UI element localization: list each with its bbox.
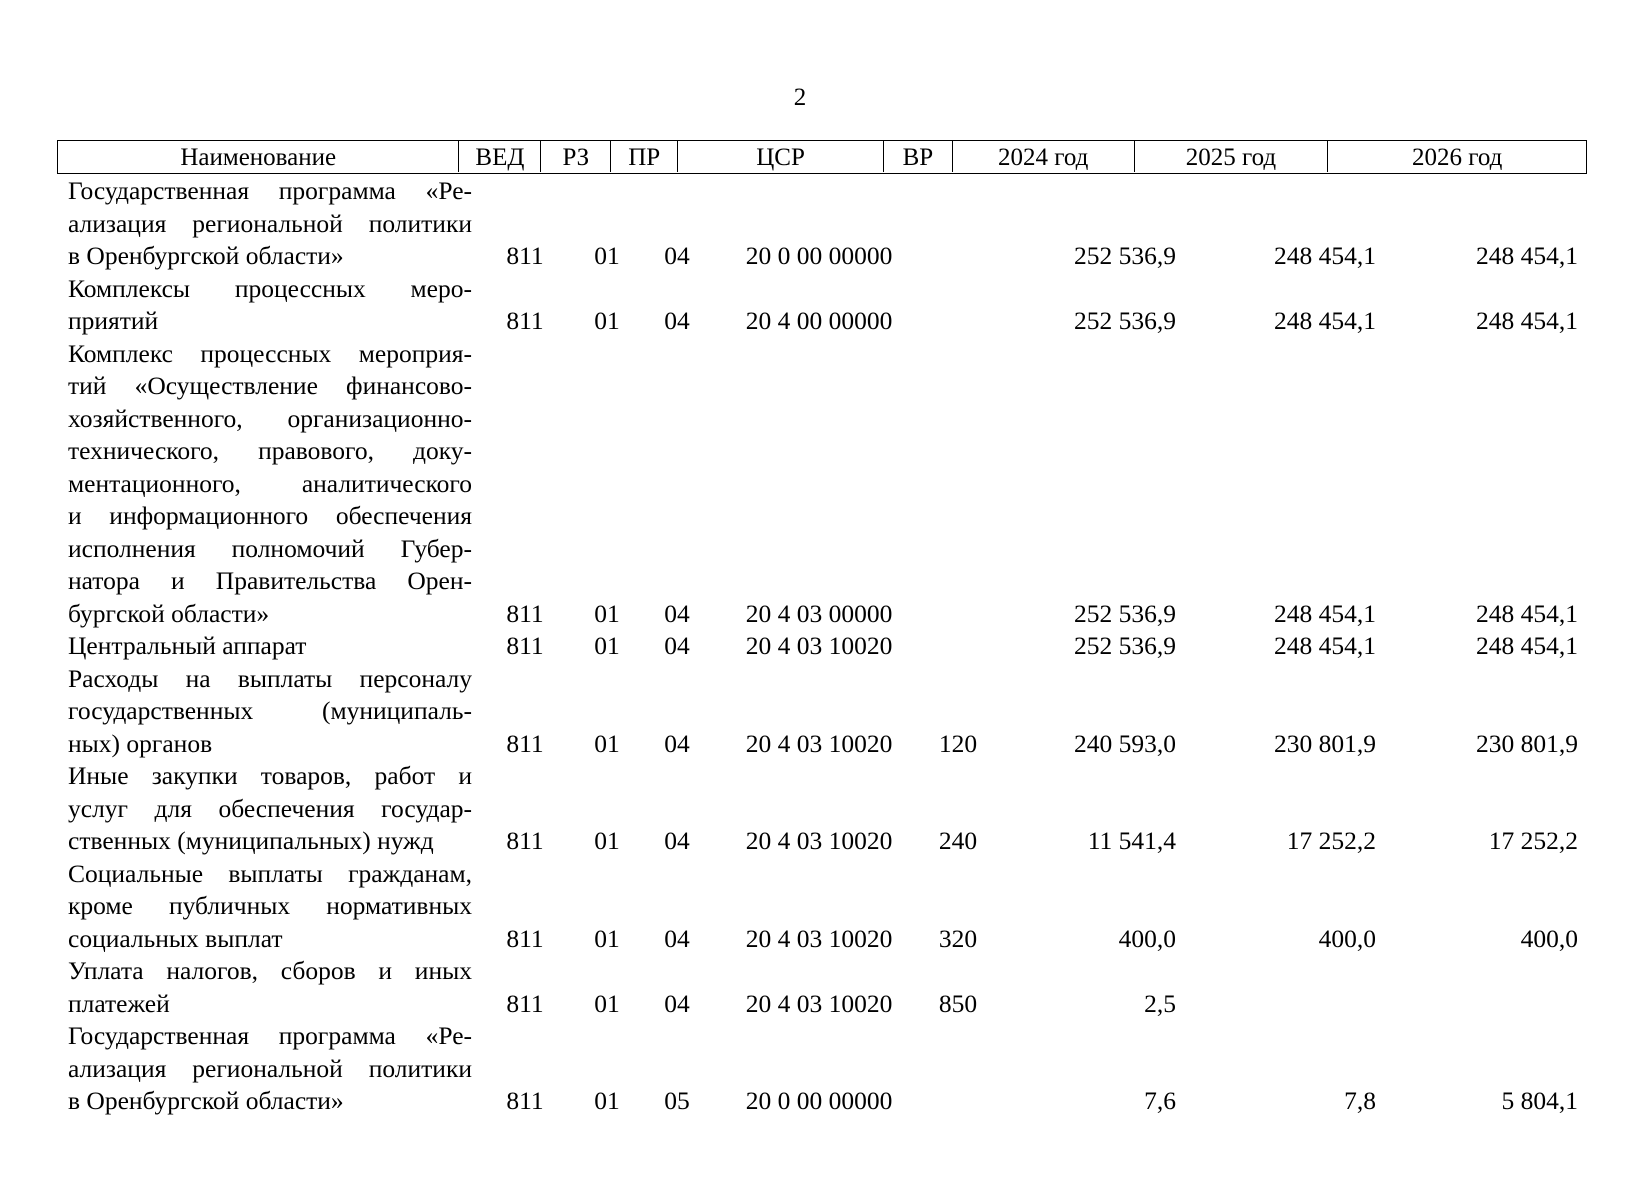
row-name <box>68 630 472 663</box>
header-csr: ЦСР <box>678 141 884 172</box>
row-name-line: Уплата налогов, сборов и иных <box>68 956 472 985</box>
row-name-line: натора и Правительства Орен- <box>68 566 472 595</box>
header-2026: 2026 год <box>1411 144 1503 171</box>
amount-2026: 17 252,2 <box>1488 826 1578 855</box>
subsection-code: 04 <box>664 241 690 270</box>
amount-2024: 252 536,9 <box>1074 241 1176 270</box>
ved-code: 811 <box>506 728 544 758</box>
table-row <box>0 858 1646 956</box>
table-row <box>0 760 1646 858</box>
target-article-code: 20 4 03 10020 <box>745 631 893 660</box>
row-name-line: ализация региональной политики <box>68 1053 472 1083</box>
subsection-code: 04 <box>664 988 690 1018</box>
target-article-code: 20 4 03 00000 <box>745 598 893 628</box>
table-header <box>57 140 1587 174</box>
amount-2026: 248 454,1 <box>1476 598 1578 628</box>
target-article-code: 20 4 03 10020 <box>745 988 893 1018</box>
row-name-line: ных) органов <box>68 728 213 758</box>
row-name-line: в Оренбургской области» <box>68 241 344 270</box>
header-name: Наименование <box>58 141 459 172</box>
header-ved: ВЕД <box>459 141 541 172</box>
ved-code: 811 <box>506 306 544 335</box>
row-name-line: ментационного, аналитического <box>68 468 472 498</box>
ved-code: 811 <box>506 598 544 628</box>
section-code: 01 <box>594 306 620 335</box>
amount-2026: 248 454,1 <box>1476 306 1578 335</box>
table-row <box>0 663 1646 761</box>
row-name <box>68 760 472 858</box>
row-name-line: и информационного обеспечения <box>68 501 472 530</box>
table-row <box>0 338 1646 631</box>
target-article-code: 20 4 03 10020 <box>745 826 893 855</box>
amount-2026: 5 804,1 <box>1501 1086 1578 1115</box>
header-2025: 2025 год <box>1135 141 1329 172</box>
header-vr: ВР <box>884 141 953 172</box>
amount-2026: 400,0 <box>1520 923 1578 953</box>
ved-code: 811 <box>506 988 544 1018</box>
table-row <box>0 273 1646 338</box>
row-name <box>68 663 472 761</box>
amount-2024: 11 541,4 <box>1087 826 1176 855</box>
ved-code: 811 <box>506 826 544 855</box>
row-name-line: хозяйственного, организационно- <box>68 403 472 433</box>
row-name-line: ственных (муниципальных) нужд <box>68 826 434 855</box>
expense-type-code: 120 <box>938 728 978 758</box>
amount-2025: 248 454,1 <box>1274 598 1376 628</box>
subsection-code: 04 <box>664 631 690 660</box>
section-code: 01 <box>594 631 620 660</box>
row-name-line: тий «Осуществление финансово- <box>68 371 472 400</box>
target-article-code: 20 4 03 10020 <box>745 923 893 953</box>
header-2024: 2024 год <box>953 141 1135 172</box>
subsection-code: 04 <box>664 728 690 758</box>
row-name-line: Комплекс процессных мероприя- <box>68 338 472 368</box>
row-name-line: приятий <box>68 306 159 335</box>
subsection-code: 04 <box>664 923 690 953</box>
table-row <box>0 955 1646 1020</box>
row-name-line: исполнения полномочий Губер- <box>68 533 472 563</box>
subsection-code: 04 <box>664 826 690 855</box>
subsection-code: 05 <box>664 1086 690 1115</box>
section-code: 01 <box>594 241 620 270</box>
target-article-code: 20 0 00 00000 <box>745 241 893 270</box>
section-code: 01 <box>594 728 620 758</box>
row-name-line: государственных (муниципаль- <box>68 696 472 725</box>
row-name-line: платежей <box>68 988 170 1018</box>
row-name-line: Центральный аппарат <box>68 631 307 660</box>
table-row <box>0 1020 1646 1118</box>
row-name-line: ализация региональной политики <box>68 208 472 238</box>
amount-2025: 7,8 <box>1344 1086 1376 1115</box>
target-article-code: 20 0 00 00000 <box>745 1086 893 1115</box>
row-name-line: в Оренбургской области» <box>68 1086 344 1115</box>
amount-2024: 240 593,0 <box>1074 728 1176 758</box>
amount-2024: 7,6 <box>1144 1086 1176 1115</box>
row-name-line: Государственная программа «Ре- <box>68 1021 472 1050</box>
amount-2025: 248 454,1 <box>1274 241 1376 270</box>
ved-code: 811 <box>506 923 544 953</box>
target-article-code: 20 4 03 10020 <box>745 728 893 758</box>
section-code: 01 <box>594 598 620 628</box>
amount-2025: 230 801,9 <box>1274 728 1376 758</box>
row-name-line: услуг для обеспечения государ- <box>68 793 472 823</box>
row-name <box>68 955 472 1020</box>
section-code: 01 <box>594 923 620 953</box>
row-name-line: бургской области» <box>68 598 270 628</box>
row-name-line: Иные закупки товаров, работ и <box>68 761 472 790</box>
expense-type-code: 850 <box>938 988 978 1018</box>
row-name <box>68 273 472 338</box>
subsection-code: 04 <box>664 598 690 628</box>
section-code: 01 <box>594 1086 620 1115</box>
table-row <box>0 630 1646 663</box>
row-name-line: Государственная программа «Ре- <box>68 176 472 205</box>
section-code: 01 <box>594 826 620 855</box>
amount-2024: 252 536,9 <box>1074 306 1176 335</box>
amount-2026: 248 454,1 <box>1476 241 1578 270</box>
header-rz: РЗ <box>541 141 611 172</box>
expense-type-code: 320 <box>938 923 978 953</box>
amount-2026: 230 801,9 <box>1476 728 1578 758</box>
amount-2025: 248 454,1 <box>1274 631 1376 660</box>
row-name-line: кроме публичных нормативных <box>68 891 472 920</box>
amount-2025: 248 454,1 <box>1274 306 1376 335</box>
subsection-code: 04 <box>664 306 690 335</box>
amount-2025: 17 252,2 <box>1286 826 1376 855</box>
amount-2024: 252 536,9 <box>1074 598 1176 628</box>
row-name-line: социальных выплат <box>68 923 283 953</box>
row-name <box>68 858 472 956</box>
ved-code: 811 <box>506 241 544 270</box>
amount-2026: 248 454,1 <box>1476 631 1578 660</box>
row-name-line: Социальные выплаты гражданам, <box>68 858 472 888</box>
amount-2024: 2,5 <box>1144 988 1176 1018</box>
row-name-line: Комплексы процессных меро- <box>68 273 472 303</box>
header-pr: ПР <box>611 141 678 172</box>
expense-type-code: 240 <box>938 826 978 855</box>
amount-2025: 400,0 <box>1318 923 1376 953</box>
amount-2024: 400,0 <box>1118 923 1176 953</box>
page-number: 2 <box>793 84 807 111</box>
target-article-code: 20 4 00 00000 <box>745 306 893 335</box>
row-name-line: технического, правового, доку- <box>68 436 472 465</box>
row-name <box>68 1020 472 1118</box>
table-row <box>0 175 1646 273</box>
row-name-line: Расходы на выплаты персоналу <box>68 663 472 693</box>
row-name <box>68 338 472 631</box>
amount-2024: 252 536,9 <box>1074 631 1176 660</box>
ved-code: 811 <box>506 1086 544 1115</box>
ved-code: 811 <box>506 631 544 660</box>
section-code: 01 <box>594 988 620 1018</box>
row-name <box>68 175 472 273</box>
